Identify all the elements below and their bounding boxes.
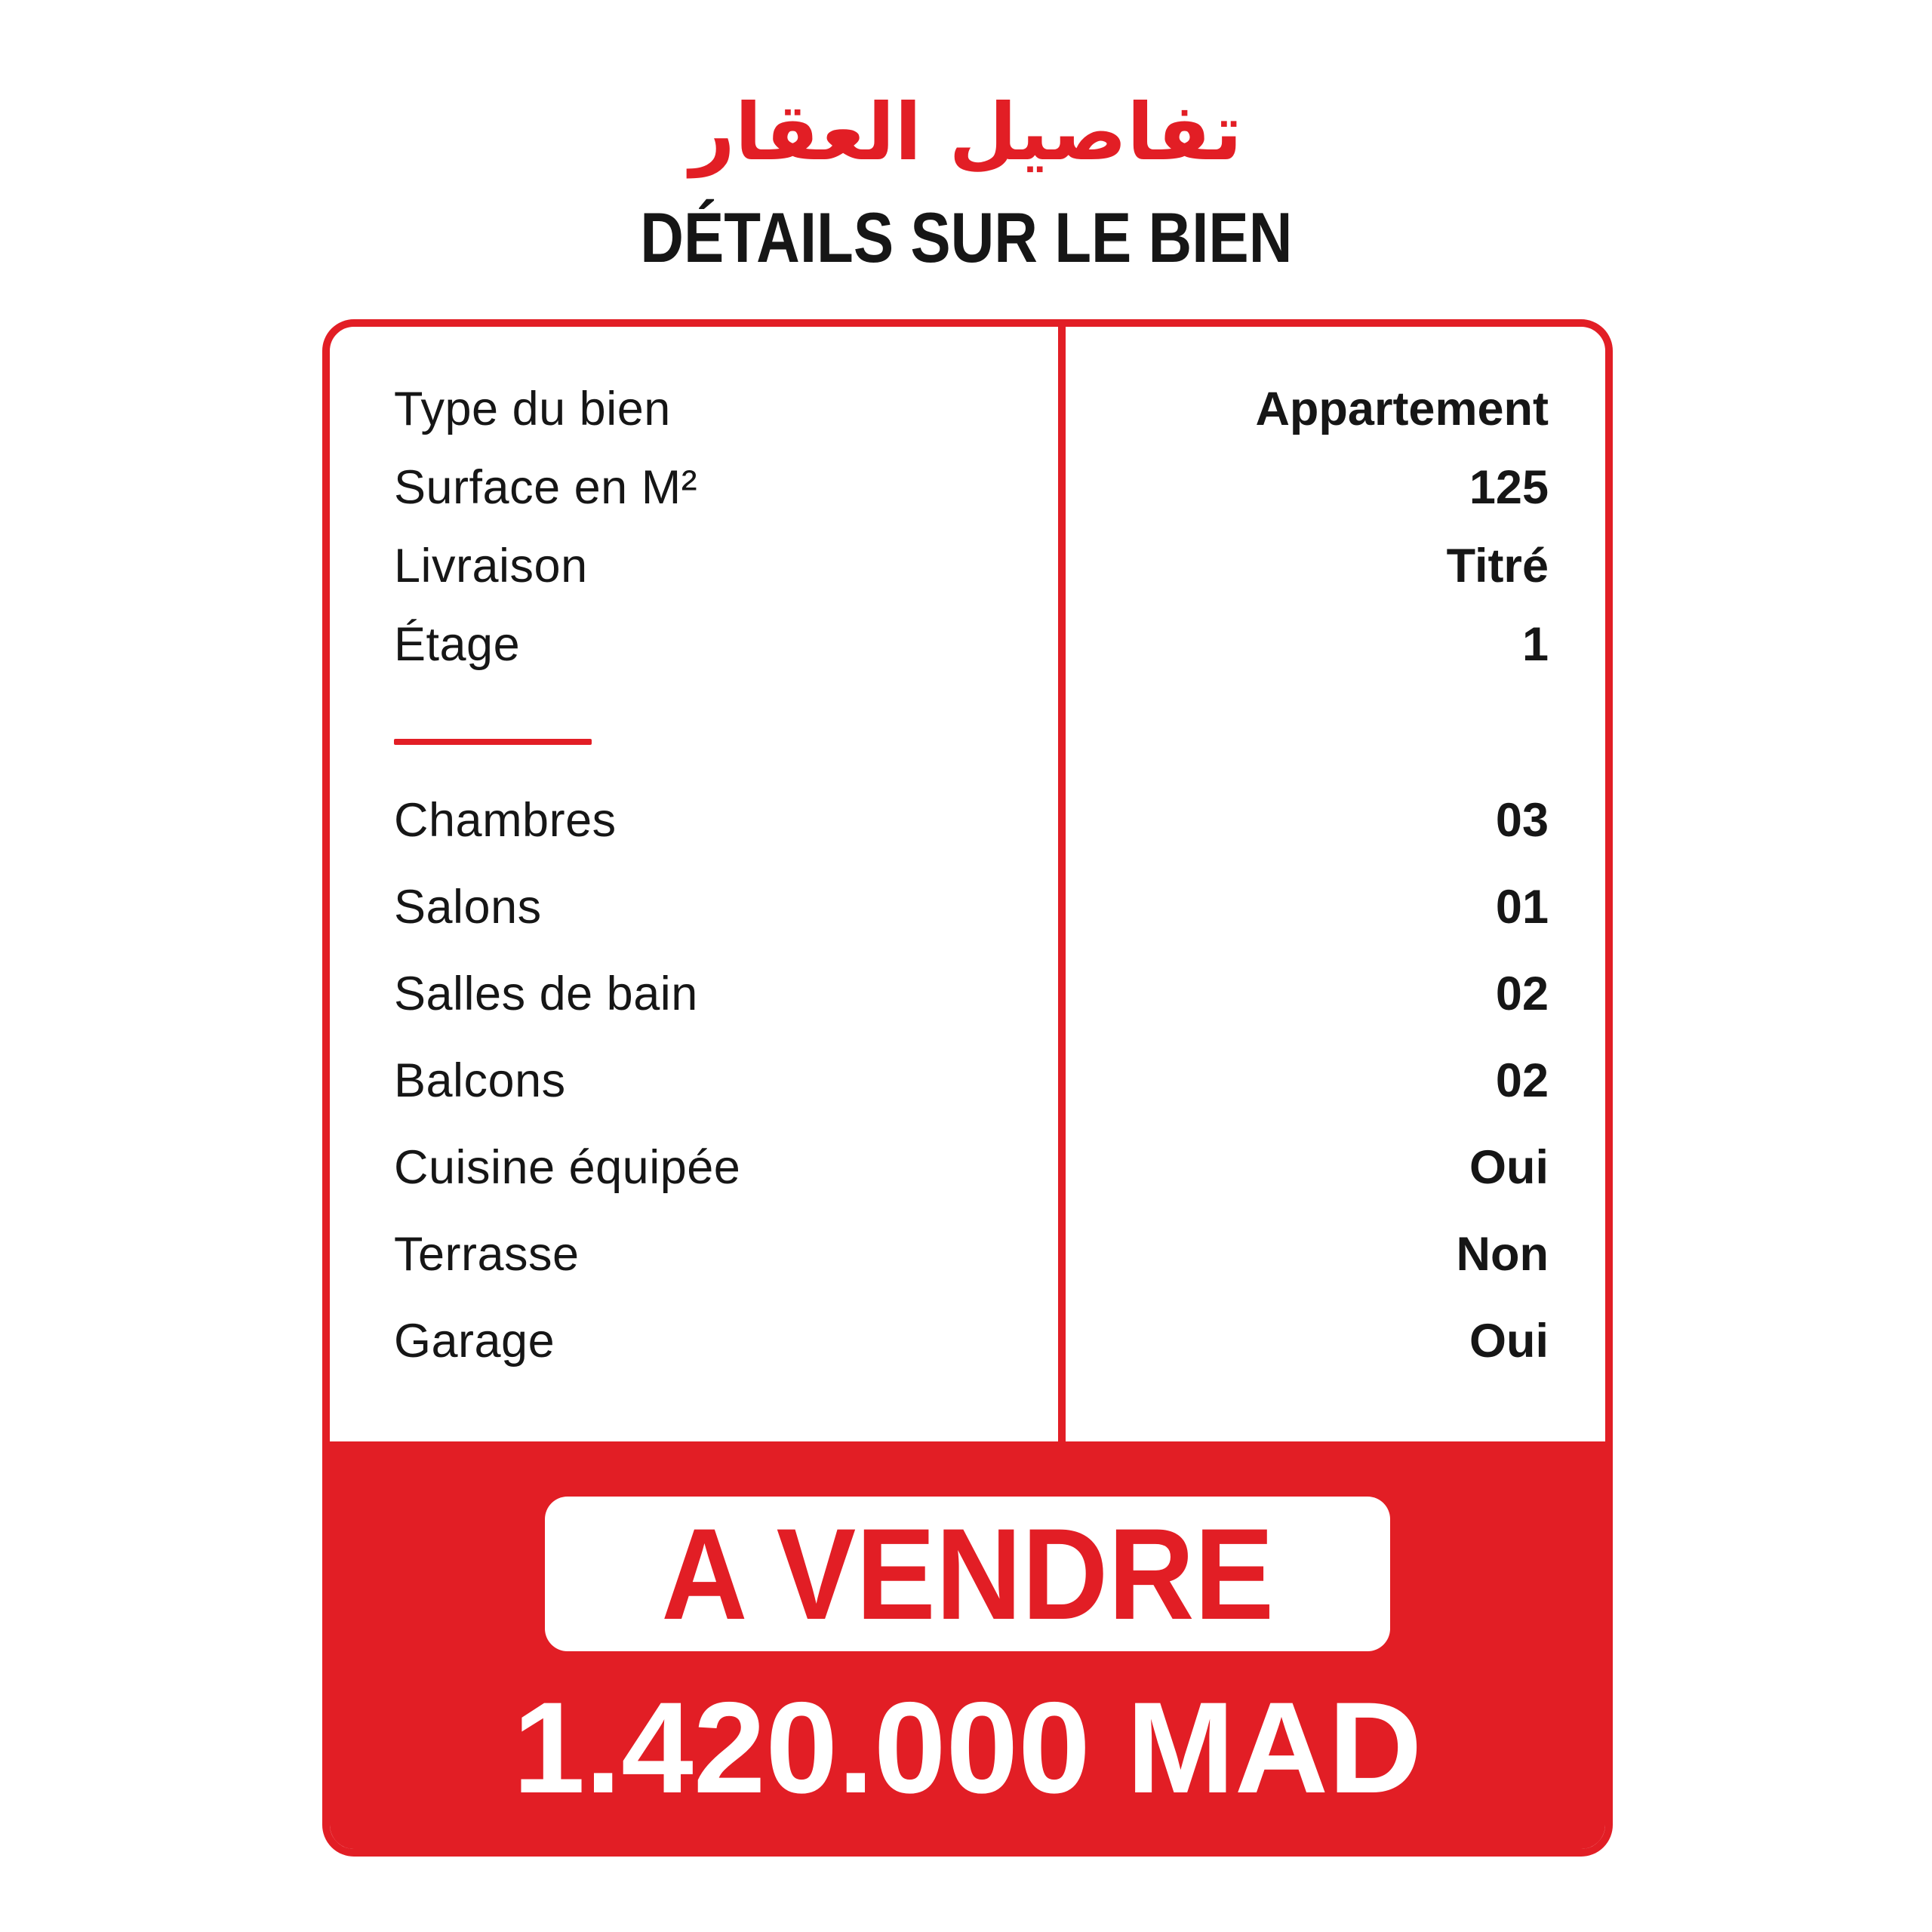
row-label: Livraison — [394, 540, 588, 592]
row-value: 03 — [1495, 793, 1549, 847]
property-details-card — [322, 319, 1613, 1857]
price-label: 1.420.000 MAD — [512, 1675, 1423, 1820]
main-rows-group — [330, 370, 1605, 684]
row-label: Type du bien — [394, 383, 671, 435]
sale-footer — [330, 1441, 1605, 1849]
table-row — [330, 777, 1605, 863]
row-label: Étage — [394, 618, 521, 671]
row-label: Surface en M² — [394, 461, 698, 514]
row-label: Chambres — [394, 793, 617, 847]
table-row — [330, 1037, 1605, 1124]
row-value: 125 — [1469, 461, 1549, 514]
row-label: Garage — [394, 1314, 555, 1367]
status-badge — [545, 1497, 1390, 1651]
table-row — [330, 370, 1605, 448]
row-value: Titré — [1446, 540, 1549, 592]
row-value: Oui — [1469, 1140, 1549, 1194]
french-title — [0, 192, 1932, 283]
table-row — [330, 950, 1605, 1037]
row-value: 02 — [1495, 1054, 1549, 1107]
row-label: Salles de bain — [394, 967, 698, 1020]
row-label: Cuisine équipée — [394, 1140, 741, 1194]
table-row — [330, 448, 1605, 527]
table-row — [330, 1211, 1605, 1297]
row-value: Oui — [1469, 1314, 1549, 1367]
section-divider — [394, 739, 592, 745]
table-row — [330, 863, 1605, 950]
row-value: 02 — [1495, 967, 1549, 1020]
table-row — [330, 1124, 1605, 1211]
row-label: Balcons — [394, 1054, 566, 1107]
row-value: Appartement — [1255, 383, 1549, 435]
row-label: Salons — [394, 880, 542, 934]
table-row — [330, 605, 1605, 684]
table-row — [330, 1297, 1605, 1384]
row-value: 1 — [1521, 618, 1549, 671]
details-table — [330, 327, 1605, 1441]
vertical-divider — [1058, 327, 1066, 1441]
table-row — [330, 527, 1605, 605]
row-value: 01 — [1495, 880, 1549, 934]
french-title-text: DÉTAILS SUR LE BIEN — [639, 198, 1293, 277]
row-label: Terrasse — [394, 1227, 580, 1281]
features-rows-group — [330, 777, 1605, 1384]
arabic-title: تفاصيل العقار — [689, 86, 1243, 178]
row-value: Non — [1456, 1227, 1549, 1281]
status-badge-label: A VENDRE — [661, 1501, 1274, 1647]
